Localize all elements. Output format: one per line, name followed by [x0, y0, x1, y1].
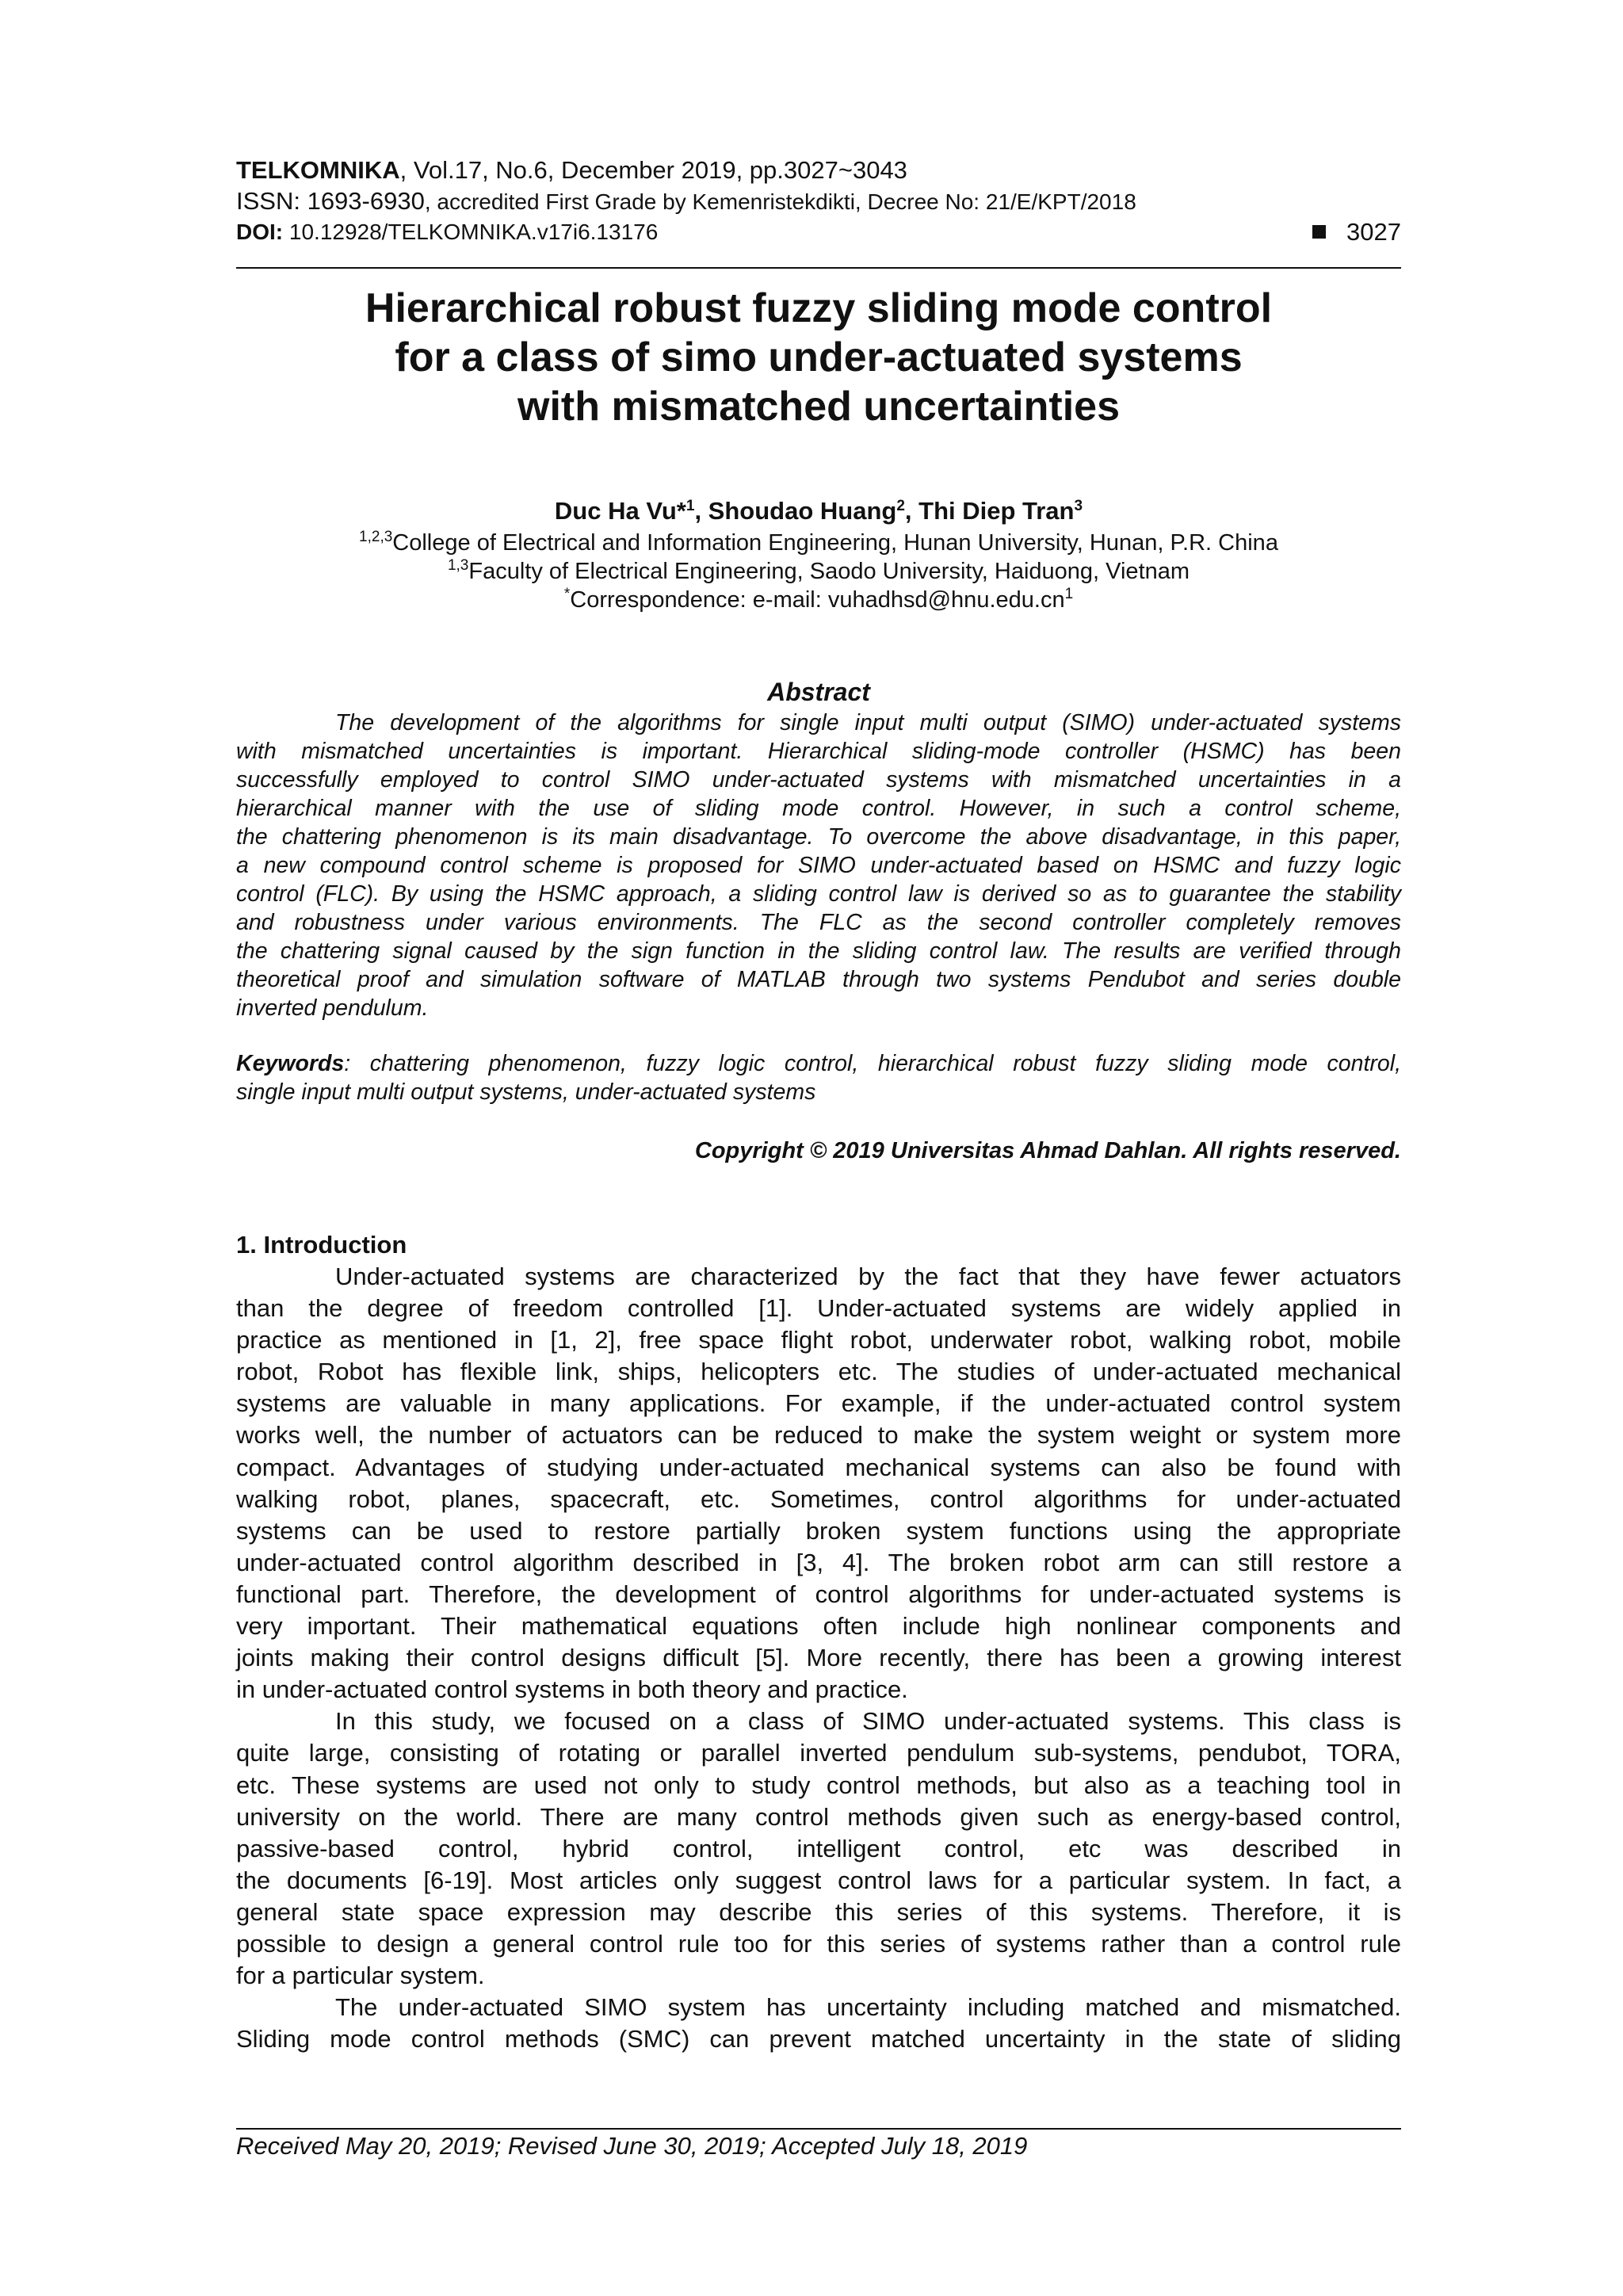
body-line: In this study, we focused on a class of SIMO under-actuated systems. This class is	[335, 1707, 1401, 1736]
abstract-line: with mismatched uncertainties is important. Hierarchical sliding-mode controller (HSMC) has been	[236, 739, 1401, 764]
affiliation-1-mark: 1,2,3	[359, 529, 393, 545]
body-line: joints making their control designs difficult [5]. More recently, there has been a growing interest	[236, 1644, 1401, 1672]
abstract-line: successfully employed to control SIMO under-actuated systems with mismatched uncertainties in a	[236, 767, 1401, 793]
title-line-1: Hierarchical robust fuzzy sliding mode control	[365, 285, 1273, 331]
author-list	[236, 496, 1401, 526]
author-3-mark: 3	[1074, 498, 1083, 514]
abstract-heading: Abstract	[767, 678, 870, 706]
keywords-text-2: single input multi output systems, under-actuated systems	[236, 1079, 816, 1105]
journal-citation	[236, 155, 1401, 185]
abstract-line: theoretical proof and simulation software of MATLAB through two systems Pendubot and series double	[236, 967, 1401, 992]
issn-line	[236, 187, 1401, 216]
issn: ISSN: 1693-6930	[236, 187, 425, 215]
author-1-mark: 1	[685, 498, 695, 514]
introduction-text	[236, 1261, 1401, 2055]
doi-label: DOI:	[236, 220, 284, 244]
correspondence-email: Correspondence: e-mail: vuhadhsd@hnu.edu.cn	[570, 587, 1065, 613]
page-number-value: 3027	[1346, 218, 1401, 246]
keywords-text-1: : chattering phenomenon, fuzzy logic control, hierarchical robust fuzzy sliding mode control,	[344, 1051, 1401, 1076]
body-line: Under-actuated systems are characterized by the fact that they have fewer actuators	[335, 1263, 1401, 1290]
copyright-notice: Copyright © 2019 Universitas Ahmad Dahlan. All rights reserved.	[694, 1138, 1401, 1163]
keywords	[236, 1049, 1401, 1106]
abstract-line: The development of the algorithms for single input multi output (SIMO) under-actuated systems	[335, 710, 1401, 735]
body-line: quite large, consisting of rotating or parallel inverted pendulum sub-systems, pendubot, TORA,	[236, 1739, 1401, 1767]
title-line-2: for a class of simo under-actuated systems	[395, 334, 1243, 380]
affiliation-2-mark: 1,3	[447, 557, 469, 574]
body-line: systems can be used to restore partially broken system functions using the appropriate	[236, 1516, 1401, 1545]
body-line: in under-actuated control systems in both theory and practice.	[236, 1675, 908, 1704]
title-line-3: with mismatched uncertainties	[517, 384, 1120, 430]
body-line: practice as mentioned in [1, 2], free space flight robot, underwater robot, walking robot, mobile	[236, 1326, 1401, 1354]
footer-rule	[236, 2128, 1401, 2130]
body-line: works well, the number of actuators can be reduced to make the system weight or system more	[236, 1421, 1401, 1450]
keywords-label: Keywords	[236, 1051, 345, 1076]
author-2-mark: 2	[896, 498, 905, 514]
author-3: , Thi Diep Tran	[904, 497, 1075, 525]
paper-title	[236, 284, 1401, 431]
body-line: very important. Their mathematical equations often include high nonlinear components and	[236, 1612, 1401, 1641]
abstract-line: control (FLC). By using the HSMC approach, a sliding control law is derived so as to guarantee the stability	[236, 881, 1401, 907]
body-line: passive-based control, hybrid control, intelligent control, etc was described in	[236, 1834, 1401, 1862]
journal-volume: , Vol.17, No.6, December 2019, pp.3027~3043	[399, 156, 907, 184]
body-line: etc. These systems are used not only to study control methods, but also as a teaching tool in	[236, 1771, 1401, 1799]
abstract-line: the chattering phenomenon is its main disadvantage. To overcome the above disadvantage, in this paper,	[236, 824, 1401, 850]
author-1: Duc Ha Vu*	[554, 497, 686, 525]
doi-value: 10.12928/TELKOMNIKA.v17i6.13176	[283, 220, 659, 244]
body-line: general state space expression may describe this series of this systems. Therefore, it is	[236, 1897, 1401, 1926]
affiliation-1	[236, 529, 1401, 557]
body-line: university on the world. There are many control methods given such as energy-based control,	[236, 1802, 1401, 1831]
journal-name: TELKOMNIKA	[236, 156, 400, 184]
received-dates: Received May 20, 2019; Revised June 30, 2019; Accepted July 18, 2019	[236, 2132, 1028, 2160]
page-number	[1312, 218, 1401, 246]
body-line: functional part. Therefore, the development of control algorithms for under-actuated systems is	[236, 1580, 1401, 1608]
abstract-line: hierarchical manner with the use of sliding mode control. However, in such a control scheme,	[236, 796, 1401, 821]
abstract-line: the chattering signal caused by the sign function in the sliding control law. The results are verified through	[236, 938, 1401, 964]
body-line: for a particular system.	[236, 1962, 485, 1990]
correspondence	[236, 586, 1401, 614]
correspondence-mark: *	[563, 586, 571, 602]
body-line: the documents [6-19]. Most articles only suggest control laws for a particular system. In fact, a	[236, 1866, 1401, 1894]
body-line: robot, Robot has flexible link, ships, helicopters etc. The studies of under-actuated mechanical	[236, 1358, 1401, 1386]
square-bullet-icon	[1312, 225, 1326, 239]
body-line: compact. Advantages of studying under-actuated mechanical systems can also be found with	[236, 1453, 1401, 1481]
correspondence-end-mark: 1	[1064, 586, 1074, 602]
body-line: possible to design a general control rule too for this series of systems rather than a control rule	[236, 1929, 1401, 1958]
accreditation: , accredited First Grade by Kemenristekdikti, Decree No: 21/E/KPT/2018	[424, 189, 1136, 214]
body-line: than the degree of freedom controlled [1]. Under-actuated systems are widely applied in	[236, 1294, 1401, 1323]
doi-line	[236, 218, 1401, 246]
affiliation-1-text: College of Electrical and Information Engineering, Hunan University, Hunan, P.R. China	[392, 530, 1278, 556]
section-heading: 1. Introduction	[236, 1231, 407, 1259]
header-rule	[236, 267, 1401, 269]
abstract-line: inverted pendulum.	[236, 995, 429, 1021]
body-line: The under-actuated SIMO system has uncertainty including matched and mismatched.	[335, 1993, 1401, 2022]
body-line: walking robot, planes, spacecraft, etc. Sometimes, control algorithms for under-actuated	[236, 1484, 1401, 1513]
body-line: under-actuated control algorithm described in [3, 4]. The broken robot arm can still restore a	[236, 1548, 1401, 1576]
abstract-line: and robustness under various environments. The FLC as the second controller completely removes	[236, 910, 1401, 935]
abstract-text	[236, 709, 1401, 1022]
body-line: systems are valuable in many applications. For example, if the under-actuated control system	[236, 1389, 1401, 1418]
author-2: , Shoudao Huang	[694, 497, 897, 525]
abstract-line: a new compound control scheme is proposed for SIMO under-actuated based on HSMC and fuzzy logic	[236, 853, 1401, 878]
affiliation-2	[236, 557, 1401, 586]
body-line: Sliding mode control methods (SMC) can prevent matched uncertainty in the state of sliding	[236, 2025, 1401, 2053]
affiliation-2-text: Faculty of Electrical Engineering, Saodo University, Haiduong, Vietnam	[468, 559, 1190, 584]
